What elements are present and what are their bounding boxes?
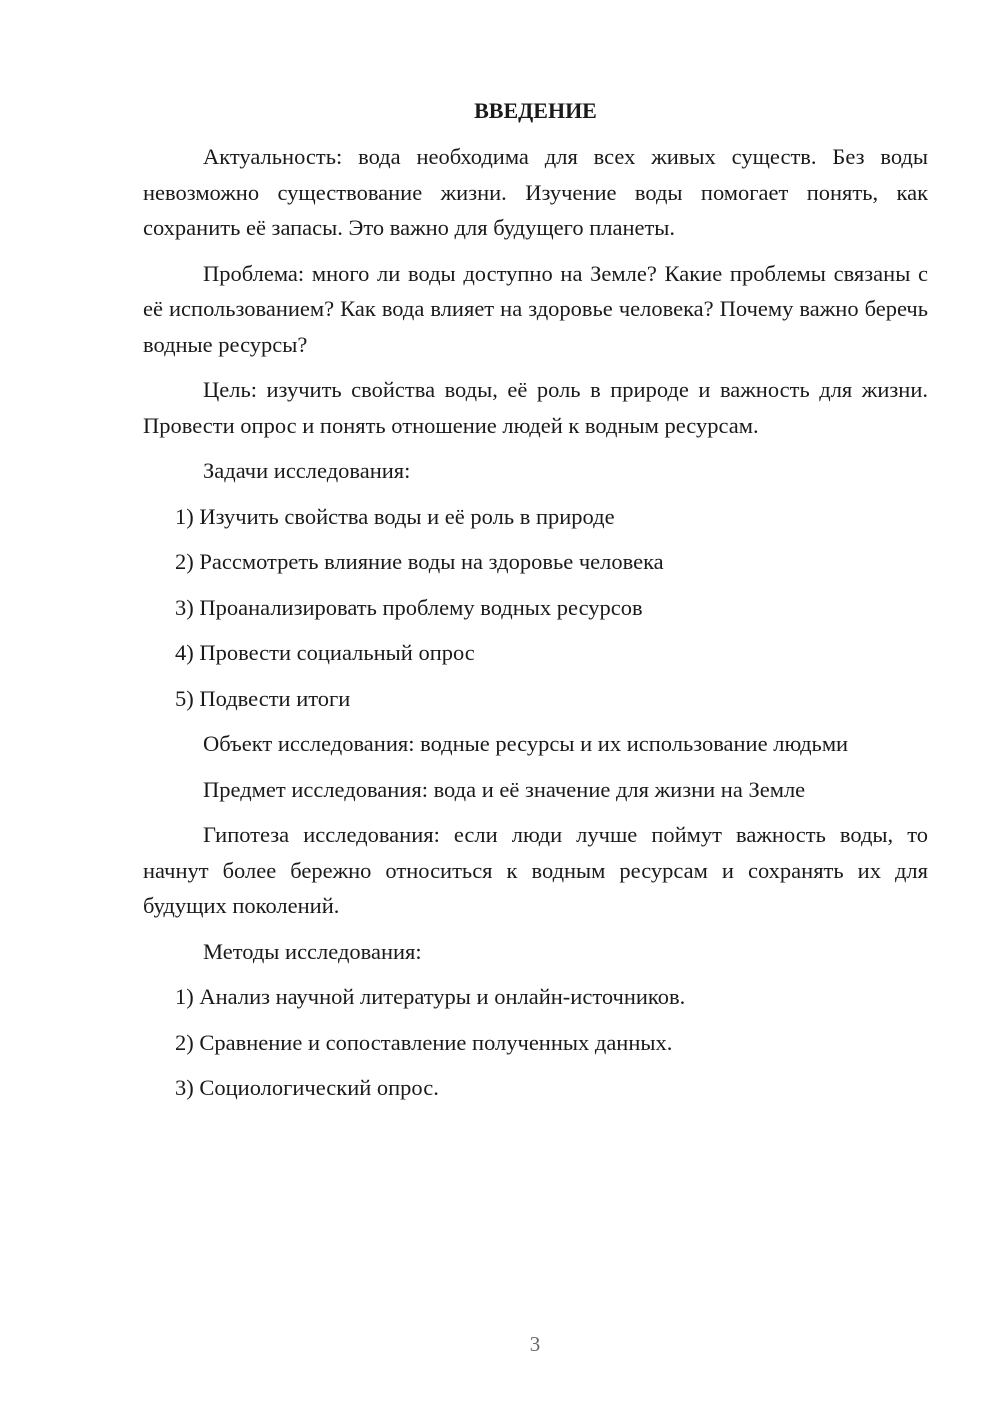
page-content bbox=[143, 96, 928, 1116]
method-item: 3) Социологический опрос. bbox=[175, 1075, 439, 1100]
tasks-heading: Задачи исследования: bbox=[203, 458, 411, 483]
relevance-paragraph: Актуальность: вода необходима для всех живых существ. Без воды невозможно существование жизни. Изучение воды помогает понять, как сохранить её запасы. Это важно для будущего планеты. bbox=[143, 144, 928, 240]
task-item: 1) Изучить свойства воды и её роль в природе bbox=[175, 503, 615, 529]
method-item: 1) Анализ научной литературы и онлайн-источников. bbox=[175, 984, 686, 1009]
task-item: 4) Провести социальный опрос bbox=[175, 640, 475, 665]
hypothesis-paragraph: Гипотеза исследования: если люди лучше поймут важность воды, то начнут более бережно относиться к водным ресурсам и сохранять их для будущих поколений. bbox=[143, 822, 928, 918]
problem-paragraph: Проблема: много ли воды доступно на Земле? Какие проблемы связаны с её использованием? Как вода влияет на здоровье человека? Почему важно беречь водные ресурсы? bbox=[143, 260, 928, 357]
task-item: 5) Подвести итоги bbox=[175, 685, 351, 711]
goal-paragraph: Цель: изучить свойства воды, её роль в природе и важность для жизни. Провести опрос и понять отношение людей к водным ресурсам. bbox=[143, 377, 928, 438]
page-number: 3 bbox=[529, 1332, 541, 1356]
object-paragraph: Объект исследования: водные ресурсы и их использование людьми bbox=[203, 731, 849, 756]
subject-paragraph: Предмет исследования: вода и её значение для жизни на Земле bbox=[203, 776, 806, 802]
task-item: 2) Рассмотреть влияние воды на здоровье человека bbox=[175, 549, 664, 574]
page-title: ВВЕДЕНИЕ bbox=[474, 98, 597, 123]
method-item: 2) Сравнение и сопоставление полученных данных. bbox=[175, 1029, 673, 1055]
task-item: 3) Проанализировать проблему водных ресурсов bbox=[175, 594, 643, 620]
methods-heading: Методы исследования: bbox=[203, 938, 422, 964]
